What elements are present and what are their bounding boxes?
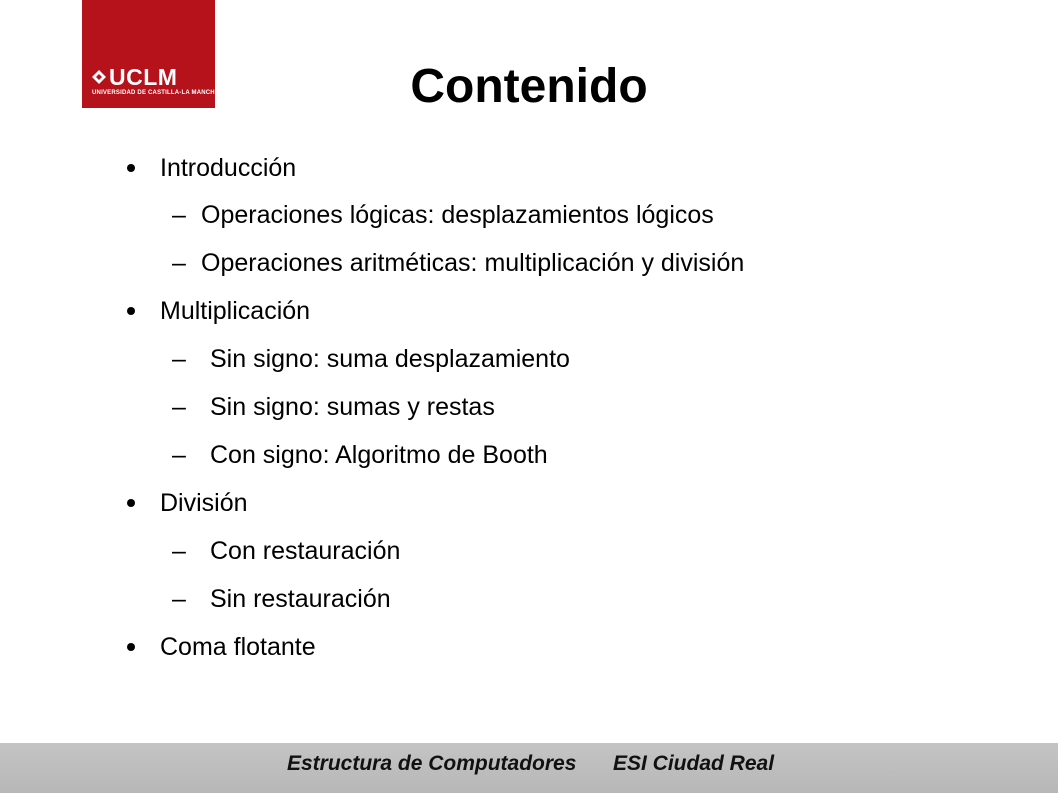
footer-course: Estructura de Computadores bbox=[287, 752, 577, 775]
dash-bullet-icon: – bbox=[172, 393, 186, 421]
dash-bullet-icon: – bbox=[172, 585, 186, 613]
outline-subitem: Operaciones aritméticas: multiplicación y división bbox=[201, 249, 745, 277]
logo-subtitle: UNIVERSIDAD DE CASTILLA-LA MANCHA bbox=[92, 90, 220, 96]
dash-bullet-icon: – bbox=[172, 249, 186, 277]
footer-bar bbox=[0, 743, 1058, 793]
outline-subitem: Sin restauración bbox=[210, 585, 391, 613]
dash-bullet-icon: – bbox=[172, 537, 186, 565]
outline-subitem: Con restauración bbox=[210, 537, 401, 565]
outline-subitem: Sin signo: sumas y restas bbox=[210, 393, 495, 421]
bullet-icon bbox=[127, 643, 135, 651]
outline-item: Introducción bbox=[160, 154, 297, 182]
outline-subitem: Operaciones lógicas: desplazamientos lógicos bbox=[201, 201, 714, 229]
bullet-icon bbox=[127, 499, 135, 507]
outline-item: Coma flotante bbox=[160, 633, 316, 661]
logo-name: UCLM bbox=[109, 64, 178, 90]
bullet-icon bbox=[127, 164, 135, 172]
dash-bullet-icon: – bbox=[172, 201, 186, 229]
outline-item: División bbox=[160, 489, 248, 517]
footer-school: ESI Ciudad Real bbox=[613, 752, 775, 775]
slide-title: Contenido bbox=[410, 60, 648, 113]
dash-bullet-icon: – bbox=[172, 441, 186, 469]
dash-bullet-icon: – bbox=[172, 345, 186, 373]
outline-item: Multiplicación bbox=[160, 297, 311, 325]
outline-subitem: Sin signo: suma desplazamiento bbox=[210, 345, 570, 373]
bullet-icon bbox=[127, 307, 135, 315]
outline-subitem: Con signo: Algoritmo de Booth bbox=[210, 441, 548, 469]
